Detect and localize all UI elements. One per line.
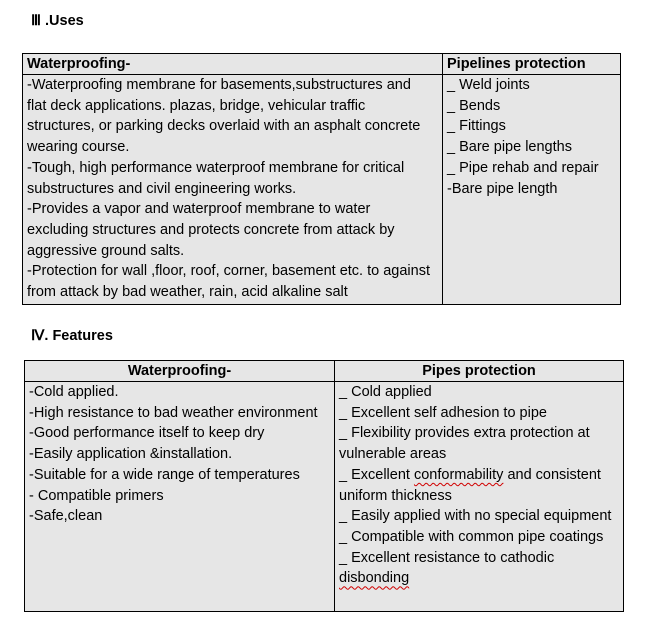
waterproofing-uses-cell <box>23 75 443 305</box>
list-item: - Compatible primers <box>29 487 164 504</box>
list-item: vulnerable areas <box>339 446 447 463</box>
list-item: substructures and civil engineering works. <box>27 180 297 197</box>
text-segment: and consistent <box>503 466 601 483</box>
column-header-pipes-protection: Pipes protection <box>335 361 624 382</box>
section-heading-features <box>31 328 113 345</box>
list-item: aggressive ground salts. <box>27 242 185 259</box>
section-title: . Features <box>44 328 113 344</box>
spellcheck-flagged-word: disbonding <box>339 570 410 587</box>
section-title: .Uses <box>41 13 84 29</box>
list-item: _ Fittings <box>447 118 506 135</box>
list-item: uniform thickness <box>339 487 452 504</box>
section-numeral: Ⅲ <box>31 13 41 29</box>
list-item <box>339 568 619 589</box>
list-item: _ Compatible with common pipe coatings <box>339 528 604 545</box>
list-item: -Cold applied. <box>29 384 119 400</box>
list-item: flat deck applications. plazas, bridge, vehicular traffic <box>27 97 366 114</box>
list-item: _ Weld joints <box>447 77 530 93</box>
text-segment: _ Excellent <box>339 466 414 483</box>
list-item: -Protection for wall ,floor, roof, corner, basement etc. to against <box>27 263 430 280</box>
list-item: -Safe,clean <box>29 508 103 525</box>
spellcheck-flagged-word: conformability <box>413 466 504 483</box>
list-item: structures, or parking decks overlaid with an asphalt concrete <box>27 118 421 135</box>
list-item: -Suitable for a wide range of temperatures <box>29 466 300 483</box>
column-header-waterproofing: Waterproofing- <box>23 54 443 75</box>
column-header-waterproofing: Waterproofing- <box>25 361 335 382</box>
list-item: _ Bends <box>447 97 501 114</box>
list-item: -Good performance itself to keep dry <box>29 425 265 442</box>
waterproofing-features-cell <box>25 382 335 612</box>
list-item: _ Pipe rehab and repair <box>447 159 599 176</box>
list-item: _ Flexibility provides extra protection at <box>339 425 590 442</box>
features-table <box>24 360 624 612</box>
table-row <box>25 382 624 612</box>
pipes-features-cell <box>335 382 624 612</box>
table-row <box>23 75 621 305</box>
column-header-pipelines-protection: Pipelines protection <box>443 54 621 75</box>
table-header-row <box>23 54 621 75</box>
list-item: _ Excellent self adhesion to pipe <box>339 404 547 421</box>
list-item: -Tough, high performance waterproof membrane for critical <box>27 159 405 176</box>
list-item: _ Excellent resistance to cathodic <box>339 549 555 566</box>
list-item: -Provides a vapor and waterproof membrane to water <box>27 201 371 218</box>
list-item: _ Bare pipe lengths <box>447 139 572 156</box>
list-item: -Easily application &installation. <box>29 446 233 463</box>
list-item: excluding structures and protects concrete from attack by <box>27 221 395 238</box>
list-item: -Waterproofing membrane for basements,substructures and <box>27 77 411 93</box>
list-item <box>339 465 619 486</box>
uses-table <box>22 53 621 305</box>
list-item: _ Easily applied with no special equipment <box>339 508 612 525</box>
pipelines-uses-cell <box>443 75 621 305</box>
list-item: -High resistance to bad weather environment <box>29 404 318 421</box>
list-item: wearing course. <box>27 139 130 156</box>
section-numeral: Ⅳ <box>31 328 45 344</box>
section-heading-uses <box>31 13 84 30</box>
list-item: _ Cold applied <box>339 384 432 400</box>
list-item: from attack by bad weather, rain, acid alkaline salt <box>27 284 348 301</box>
table-header-row <box>25 361 624 382</box>
list-item: -Bare pipe length <box>447 180 558 197</box>
